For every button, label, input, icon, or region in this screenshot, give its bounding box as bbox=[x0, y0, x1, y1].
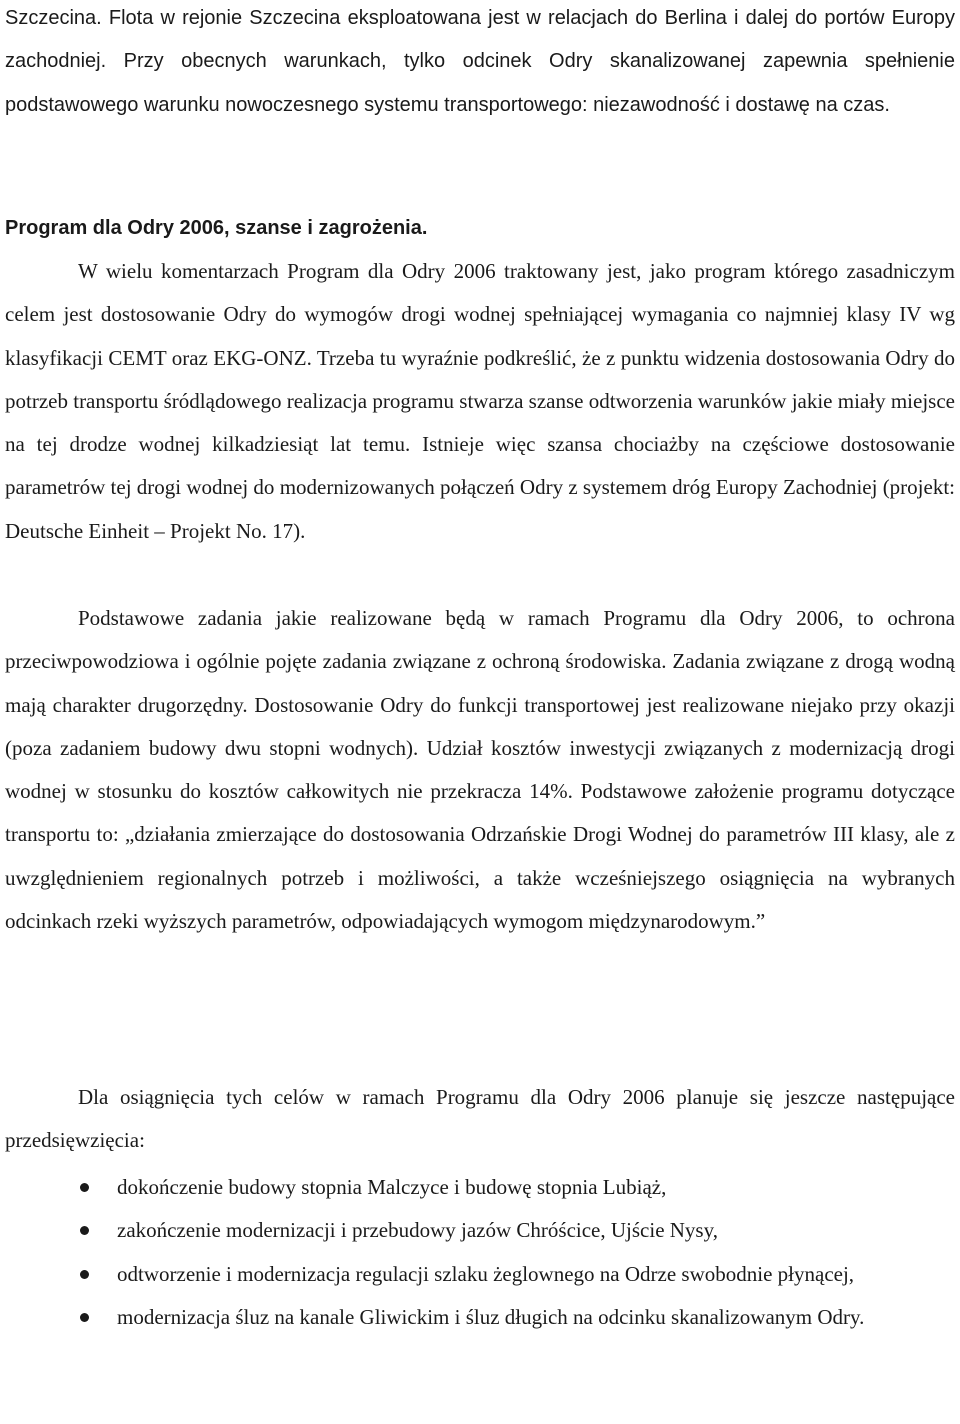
list-item: odtworzenie i modernizacja regulacji szlaku żeglownego na Odrze swobodnie płynącej, bbox=[0, 1253, 960, 1296]
paragraph-3: Dla osiągnięcia tych celów w ramach Programu dla Odry 2006 planuje się jeszcze następujące przedsięwzięcia: bbox=[5, 1085, 955, 1153]
list-item: modernizacja śluz na kanale Gliwickim i śluz długich na odcinku skanalizowanym Odry. bbox=[0, 1296, 960, 1339]
list-item: dokończenie budowy stopnia Malczyce i budowę stopnia Lubiąż, bbox=[0, 1166, 960, 1209]
paragraph-1: W wielu komentarzach Program dla Odry 2006 traktowany jest, jako program którego zasadniczym celem jest dostosowanie Odry do wymogów drogi wodnej spełniającej wymagania co najmniej klasy IV wg klasyfikacji CEMT oraz EKG-ONZ. Trzeba tu wyraźnie podkreślić, że z punktu widzenia dostosowania Odry do potrzeb transportu śródlądowego realizacja programu stwarza szanse odtworzenia warunków jakie miały miejsce na tej drodze wodnej kilkadziesiąt lat temu. Istnieje więc szansa chociażby na częściowe dostosowanie parametrów tej drogi wodnej do modernizowanych połączeń Odry z systemem dróg Europy Zachodniej (projekt: Deutsche Einheit – Projekt No. 17). bbox=[5, 259, 955, 543]
bullet-icon bbox=[80, 1313, 89, 1322]
section-heading: Program dla Odry 2006, szanse i zagrożenia. bbox=[5, 217, 428, 239]
bullet-icon bbox=[80, 1270, 89, 1279]
bullet-icon bbox=[80, 1183, 89, 1192]
intro-paragraph: Szczecina. Flota w rejonie Szczecina eksploatowana jest w relacjach do Berlina i dalej do portów Europy zachodniej. Przy obecnych warunkach, tylko odcinek Odry skanalizowanej zapewnia spełnienie podstawowego warunku nowoczesnego systemu transportowego: niezawodność i dostawę na czas. bbox=[5, 7, 955, 116]
list-item: zakończenie modernizacji i przebudowy jazów Chróścice, Ujście Nysy, bbox=[0, 1209, 960, 1252]
bullet-icon bbox=[80, 1226, 89, 1235]
paragraph-2: Podstawowe zadania jakie realizowane będą w ramach Programu dla Odry 2006, to ochrona przeciwpowodziowa i ogólnie pojęte zadania związane z ochroną środowiska. Zadania związane z drogą wodną mają charakter drugorzędny. Dostosowanie Odry do funkcji transportowej jest realizowane niejako przy okazji (poza zadaniem budowy dwu stopni wodnych). Udział kosztów inwestycji związanych z modernizacją drogi wodnej w stosunku do kosztów całkowitych nie przekracza 14%. Podstawowe założenie programu dotyczące transportu to: „działania zmierzające do dostosowania Odrzańskie Drogi Wodnej do parametrów III klasy, ale z uwzględnieniem regionalnych potrzeb i możliwości, a także wcześniejszego osiągnięcia na wybranych odcinkach rzeki wyższych parametrów, odpowiadających wymogom międzynarodowym.” bbox=[5, 606, 955, 934]
bullet-list bbox=[0, 1166, 960, 1339]
